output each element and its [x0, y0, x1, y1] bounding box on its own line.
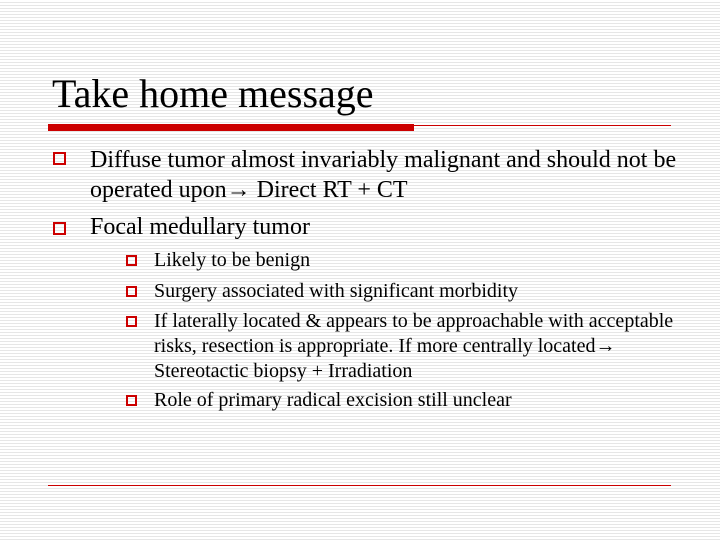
- bullet-item: Diffuse tumor almost invariably malignant and should not be operated upon→ Direct RT + CT: [90, 147, 677, 203]
- title-underline-thin: [414, 125, 671, 126]
- hollow-square-bullet-icon: [53, 222, 66, 235]
- sub-bullet-item: Likely to be benign: [154, 249, 311, 271]
- sub-bullet-item: Surgery associated with significant morbidity: [154, 280, 519, 302]
- sub-bullet-item: If laterally located & appears to be approachable with acceptable risks, resection is appropriate. If more centrally located→ Stereotactic biopsy + Irradiation: [154, 310, 674, 382]
- bullet-item: Focal medullary tumor: [90, 214, 310, 240]
- sub-bullet-item: Role of primary radical excision still unclear: [154, 389, 512, 411]
- hollow-square-bullet-icon: [126, 316, 137, 327]
- footer-divider: [48, 485, 671, 486]
- hollow-square-bullet-icon: [126, 286, 137, 297]
- hollow-square-bullet-icon: [126, 255, 137, 266]
- title-underline-thick: [48, 124, 414, 131]
- hollow-square-bullet-icon: [126, 395, 137, 406]
- hollow-square-bullet-icon: [53, 152, 66, 165]
- slide-title: Take home message: [52, 71, 374, 116]
